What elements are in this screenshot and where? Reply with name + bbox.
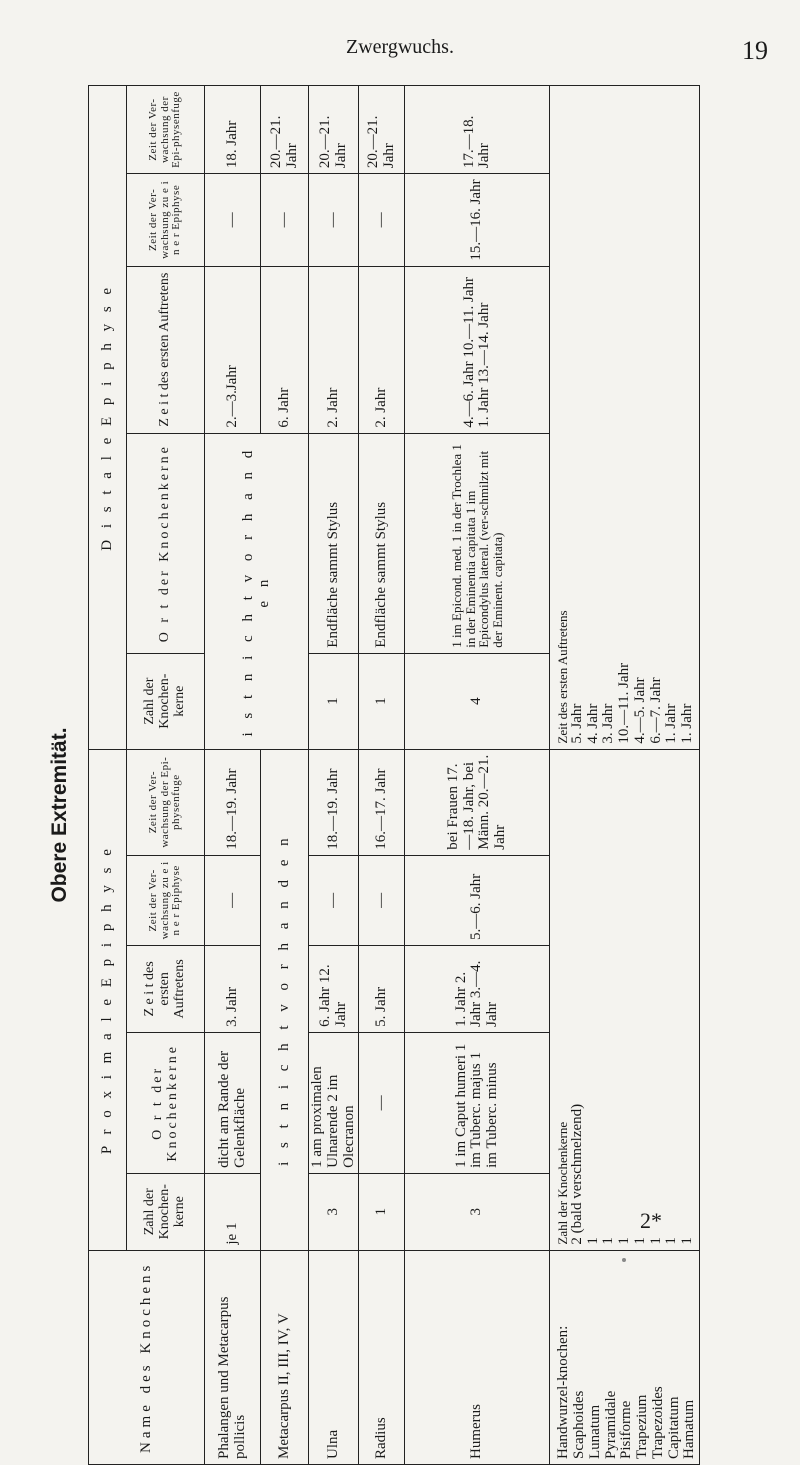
cell: 4.—6. Jahr 10.—11. Jahr 1. Jahr 13.—14. Jahr <box>405 266 550 433</box>
row-name-humerus: Humerus <box>405 1250 550 1464</box>
cell: 15.—16. Jahr <box>405 174 550 267</box>
cell: — <box>205 174 261 267</box>
ossification-table <box>88 85 700 1465</box>
cell: 20.—21. Jahr <box>359 86 405 174</box>
page-title: Zwergwuchs. <box>346 36 454 58</box>
cell: 6. Jahr <box>261 266 309 433</box>
cell: 6. Jahr 12. Jahr <box>309 945 359 1032</box>
rotated-table-container <box>88 85 698 1465</box>
table-row <box>359 86 405 1465</box>
distal-not-present: i s t n i c h t v o r h a n d e n <box>205 433 309 749</box>
cell: 1 <box>359 1173 405 1250</box>
cell: Endfläche sammt Stylus <box>309 433 359 653</box>
hand-count: 1 <box>631 1237 648 1245</box>
hand-count: 2 (bald verschmelzend) <box>568 1103 585 1245</box>
cell: — <box>261 174 309 267</box>
hand-time: 1. Jahr <box>663 703 680 744</box>
cell: 3 <box>405 1173 550 1250</box>
p-epi-header: Zeit der Ver-wachsung der Epi-physenfuge <box>127 749 205 855</box>
footer-mark: 2* <box>640 1208 662 1233</box>
cell: 18.—19. Jahr <box>205 749 261 855</box>
p-ort-header: O r t der Knochenkerne <box>127 1032 205 1173</box>
cell: 3. Jahr <box>205 945 261 1032</box>
hand-count: 1 <box>616 1237 633 1245</box>
cell: 17.—18. Jahr <box>405 86 550 174</box>
d-count-header: Zahl der Knochen-kerne <box>127 653 205 749</box>
d-epi-header: Zeit der Ver-wachsung der Epi-physenfuge <box>127 86 205 174</box>
cell: 2.—3.Jahr <box>205 266 261 433</box>
cell: 2. Jahr <box>359 266 405 433</box>
cell: 1 im Epicond. med. 1 in der Trochlea 1 in der Eminentia capitata 1 im Epicondylus lateral. (ver-schmilzt mit der Eminent. capitata) <box>405 433 550 653</box>
d-ort-header: O r t der Knochenkerne <box>127 433 205 653</box>
hand-time: 1. Jahr <box>679 703 696 744</box>
hand-time: 10.—11. Jahr <box>616 662 633 744</box>
table-row <box>405 86 550 1465</box>
hand-bone: Pyramidale <box>602 1390 619 1459</box>
cell: dicht am Rande der Gelenkfläche <box>205 1032 261 1173</box>
cell: je 1 <box>205 1173 261 1250</box>
proximal-not-present: i s t n i c h t v o r h a n d e n <box>261 749 309 1250</box>
cell: bei Frauen 17.—18. Jahr, bei Männ. 20.—21. Jahr <box>405 749 550 855</box>
cell: 1 <box>309 653 359 749</box>
hand-bone: Pisiforme <box>618 1400 635 1459</box>
d-time-header: Z e i t des ersten Auftretens <box>127 266 205 433</box>
cell: 18. Jahr <box>205 86 261 174</box>
hand-time: 4.—5. Jahr <box>631 677 648 744</box>
cell: 1 <box>359 653 405 749</box>
cell: 2. Jahr <box>309 266 359 433</box>
hand-times <box>550 86 700 750</box>
cell: 4 <box>405 653 550 749</box>
p-time-header: Z e i t des ersten Auftretens <box>127 945 205 1032</box>
hand-count: 1 <box>647 1237 664 1245</box>
table-row <box>261 86 309 1465</box>
hand-bone: Scaphoides <box>571 1390 587 1459</box>
cell: 16.—17. Jahr <box>359 749 405 855</box>
row-name-radius: Radius <box>359 1250 405 1464</box>
table-row <box>309 86 359 1465</box>
cell: — <box>309 174 359 267</box>
cell: 3 <box>309 1173 359 1250</box>
cell: — <box>359 174 405 267</box>
hand-count: 1 <box>679 1237 696 1245</box>
cell: 5.—6. Jahr <box>405 855 550 945</box>
cell: 18.—19. Jahr <box>309 749 359 855</box>
cell: 5. Jahr <box>359 945 405 1032</box>
hand-bone: Capitatum <box>665 1396 682 1459</box>
hand-time-header: Zeit des ersten Auftretens <box>555 610 571 744</box>
hand-time: 6.—7. Jahr <box>647 677 664 744</box>
p-count-header: Zahl der Knochen-kerne <box>127 1173 205 1250</box>
cell: 20.—21. Jahr <box>309 86 359 174</box>
row-name-ulna: Ulna <box>309 1250 359 1464</box>
cell: — <box>309 855 359 945</box>
page-number: 19 <box>742 36 768 65</box>
hand-count: 1 <box>663 1237 680 1245</box>
cell: 1 am proximalen Ulnarende 2 im Olecranon <box>309 1032 359 1173</box>
row-name-hand <box>550 1250 700 1464</box>
cell: Endfläche sammt Stylus <box>359 433 405 653</box>
hand-time: 3. Jahr <box>600 703 617 744</box>
cell: — <box>205 855 261 945</box>
cell: 1. Jahr 2. Jahr 3.—4. Jahr <box>405 945 550 1032</box>
ink-dot <box>622 1258 626 1262</box>
d-einer-header: Zeit der Ver-wachsung zu e i n e r Epiphyse <box>127 174 205 267</box>
row-name-phalangen: Phalangen und Metacarpus pollicis <box>205 1250 261 1464</box>
cell: 20.—21. Jahr <box>261 86 309 174</box>
cell: — <box>359 1032 405 1173</box>
hand-bone: Lunatum <box>586 1404 603 1459</box>
hand-bone: Trapezoides <box>649 1386 666 1459</box>
side-title: Obere Extremität. <box>48 727 71 903</box>
proximal-header: P r o x i m a l e E p i p h y s e <box>89 749 127 1250</box>
cell: — <box>359 855 405 945</box>
hand-title: Handwurzel-knochen: <box>555 1325 572 1459</box>
hand-time: 5. Jahr <box>568 703 585 744</box>
p-einer-header: Zeit der Ver-wachsung zu e i n e r Epiphyse <box>127 855 205 945</box>
table-row <box>205 86 261 1465</box>
hand-time: 4. Jahr <box>584 703 601 744</box>
name-column-header: Name des Knochens <box>89 1250 205 1464</box>
hand-bone: Trapezium <box>634 1394 650 1459</box>
hand-count: 1 <box>584 1237 601 1245</box>
hand-bone: Hamatum <box>681 1399 698 1459</box>
hand-count-header: Zahl der Knochenkerne <box>555 1121 571 1245</box>
hand-count: 1 <box>600 1237 617 1245</box>
cell: 1 im Caput humeri 1 im Tuberc. majus 1 im Tuberc. minus <box>405 1032 550 1173</box>
hand-counts <box>550 749 700 1250</box>
row-name-metacarpus: Metacarpus II, III, IV, V <box>261 1250 309 1464</box>
distal-header: D i s t a l e E p i p h y s e <box>89 86 127 750</box>
